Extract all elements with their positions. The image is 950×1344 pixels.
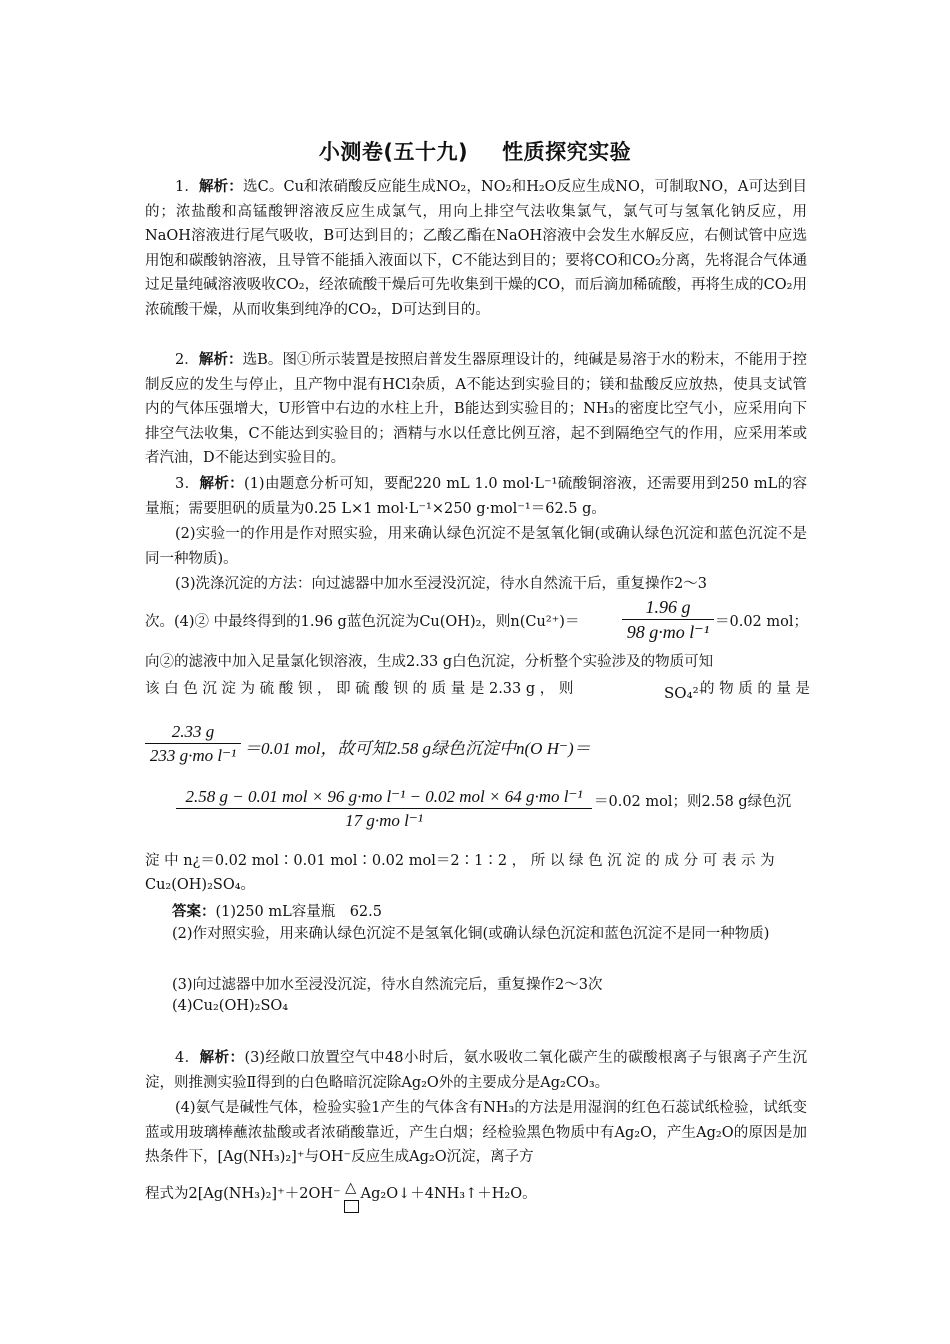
equation-right: Ag₂O↓＋4NH₃↑＋H₂O。 [360,1186,537,1202]
q1-label: 解析： [199,179,243,195]
q2-label: 解析： [198,352,243,368]
q1-number: 1． [175,179,200,195]
q2-paragraph [145,348,807,471]
q3-p3b: 次。(4)② 中最终得到的1.96 g蓝色沉淀为Cu(OH)₂，则n(Cu²⁺)＝ [145,614,580,630]
q3-p2 [145,522,807,571]
heating-condition [341,1180,361,1202]
q3-p6: 淀 中 n¿＝0.02 mol∶0.01 mol∶0.02 mol＝2∶1∶2 ， 所 以 绿 色 沉 淀 的 成 分 可 表 示 为 [145,853,775,869]
q3-p5a: 该 白 色 沉 淀 为 硫 酸 钡 ， 即 硫 酸 钡 的 质 量 是 2.33 g ， 则 [145,681,574,697]
q1-paragraph [145,175,807,323]
sulfate-ion: SO₄²⁻ [664,684,707,702]
fraction3-denominator: 17 g·mo l⁻¹ [345,811,423,830]
fraction1-numerator: 1.96 g [622,597,714,620]
q4-number: 4． [175,1050,200,1066]
q4-label: 解析： [199,1050,245,1066]
delta-symbol: △ [345,1180,357,1196]
q3-part1: (1)由题意分析可知，要配220 mL 1.0 mol·L⁻¹硫酸铜溶液，还需要用到250 mL的容量瓶；需要胆矾的质量为0.25 L×1 mol·L⁻¹×250 g·mol⁻¹＝62.5 g。 [145,476,807,517]
q3-p7: Cu₂(OH)₂SO₄。 [145,877,256,893]
equation-left: 程式为2[Ag(NH₃)₂]⁺＋2OH⁻ [145,1186,341,1202]
fraction-sulfate-moles [145,722,241,766]
answer-2 [145,922,807,947]
q3-number: 3． [175,476,200,492]
fraction-cu-moles [622,597,714,643]
formula-line-3: ＝0.02 mol；则2.58 g绿色沉 [594,794,792,810]
answer-1 [172,900,382,921]
fraction2-denominator: 233 g·mo l⁻¹ [149,746,237,765]
answer-3: (3)向过滤器中加水至浸没沉淀，待水自然流完后，重复操作2～3次 [172,977,603,993]
page-title [0,136,950,166]
q4-equation [145,1182,537,1203]
title-left: 小测卷(五十九) [318,140,469,164]
q2-number: 2． [175,352,199,368]
answer-4: (4)Cu₂(OH)₂SO₄ [172,998,289,1014]
fraction-hydroxide-moles [176,787,592,831]
answer-label: 答案： [172,904,216,920]
q3-part2: (2)实验一的作用是作对照实验，用来确认绿色沉淀不是氢氧化铜(或确认绿色沉淀和蓝色沉淀不是同一种物质)。 [145,526,807,567]
q3-label: 解析： [199,476,245,492]
fraction3-numerator: 2.58 g − 0.01 mol × 96 g·mo l⁻¹ − 0.02 mol × 64 g·mo l⁻¹ [176,787,592,809]
q4-part1: (3)经敞口放置空气中48小时后，氨水吸收二氧化碳产生的碳酸根离子与银离子产生沉淀，则推测实验Ⅱ得到的白色略暗沉淀除Ag₂O外的主要成分是Ag₂CO₃。 [145,1050,807,1091]
formula-line-2: ＝0.01 mol，故可知2.58 g绿色沉淀中n(O H⁻)＝ [244,739,591,758]
q4-part2: (4)氨气是碱性气体，检验实验1产生的气体含有NH₃的方法是用湿润的红色石蕊试纸检验，试纸变蓝或用玻璃棒蘸浓盐酸或者浓硝酸靠近，产生白烟；经检验黑色物质中有Ag₂O，产生Ag₂O的原因是加热条件下，[Ag(NH₃)₂]⁺与OH⁻反应生成Ag₂O沉淀，离子方 [145,1100,807,1166]
q3-p3a [145,572,807,597]
answer-part2: (2)作对照实验，用来确认绿色沉淀不是氢氧化铜(或确认绿色沉淀和蓝色沉淀不是同一种物质) [172,926,770,942]
q3-p5b: 的 物 质 的 量 是 [700,681,811,697]
q3-p1 [145,472,807,521]
q2-text: 选B。图①所示装置是按照启普发生器原理设计的，纯碱是易溶于水的粉末，不能用于控制反应的发生与停止，且产物中混有HCl杂质，A不能达到实验目的；镁和盐酸反应放热，使具支试管内的气体压强增大，U形管中右边的水柱上升，B能达到实验目的；NH₃的密度比空气小，应采用向下排空气法收集，C不能达到实验目的；酒精与水以任意比例互溶，起不到隔绝空气的作用，应采用苯或者汽油，D不能达到实验目的。 [145,352,807,467]
box-glyph [344,1200,359,1213]
q4-p1 [145,1046,807,1095]
title-right: 性质探究实验 [502,140,632,164]
q3-p4: 向②的滤液中加入足量氯化钡溶液，生成2.33 g白色沉淀，分析整个实验涉及的物质可知 [145,654,714,670]
q1-text: 选C。Cu和浓硝酸反应能生成NO₂，NO₂和H₂O反应生成NO，可制取NO，A可达到目的；浓盐酸和高锰酸钾溶液反应生成氯气，用向上排空气法收集氯气，氯气可与氢氧化钠反应，用NaOH溶液进行尾气吸收，B可达到目的；乙酸乙酯在NaOH溶液中会发生水解反应，右侧试管中应选用饱和碳酸钠溶液，且导管不能插入液面以下，C不能达到目的；要将CO和CO₂分离，先将混合气体通过足量纯碱溶液吸收CO₂，经浓硫酸干燥后可先收集到干燥的CO，而后滴加稀硫酸，再将生成的CO₂用浓硫酸干燥，从而收集到纯净的CO₂，D可达到目的。 [145,179,807,318]
q4-p2 [145,1096,807,1170]
q3-p3c: ＝0.02 mol； [715,614,809,630]
fraction1-denominator: 98 g·mo l⁻¹ [626,622,710,642]
answer-part1: (1)250 mL容量瓶 62.5 [215,904,382,920]
fraction2-numerator: 2.33 g [145,722,241,744]
q3-part3a: (3)洗涤沉淀的方法：向过滤器中加水至浸没沉淀，待水自然流干后，重复操作2～3 [175,576,707,592]
